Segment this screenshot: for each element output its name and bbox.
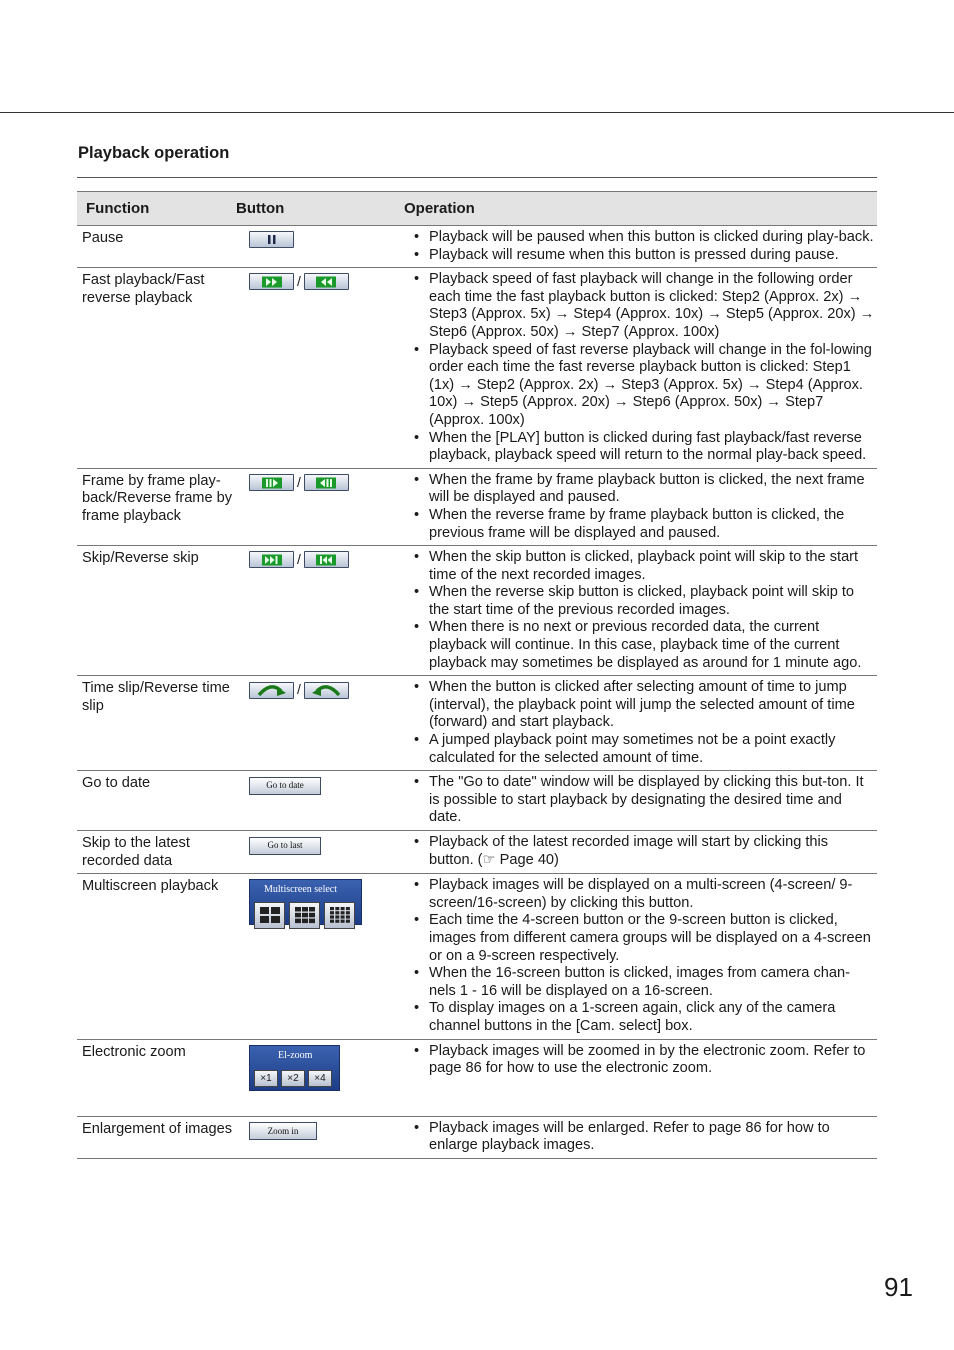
table-row [77, 771, 877, 831]
reverse-frame-playback-button[interactable] [304, 474, 349, 491]
function-cell: Skip to the latest recorded data [82, 835, 190, 869]
grid-4-icon [259, 906, 281, 924]
panel-title: Multiscreen select [264, 884, 338, 896]
list-item: • Playback will resume when this button is pressed during pause. [409, 247, 875, 265]
list-item: • Playback will be paused when this button is clicked during play-back. [409, 229, 875, 247]
operation-cell [409, 226, 877, 267]
pause-icon [262, 234, 282, 245]
operation-cell [409, 469, 877, 545]
fast-playback-button[interactable] [249, 273, 294, 290]
frame-reverse-icon [315, 477, 337, 489]
section-title: Playback operation [78, 144, 230, 162]
time-slip-button[interactable] [249, 682, 294, 699]
function-cell: Fast playback/Fast reverse playback [82, 272, 205, 306]
top-rule [0, 112, 954, 113]
pause-button[interactable] [249, 231, 294, 248]
list-item: • Each time the 4-screen button or the 9-screen button is clicked, images from different camera groups will be displayed on a 4-screen or on a 9-screen respectively. [409, 912, 875, 965]
button-cell [249, 874, 409, 1038]
list-item: • Playback speed of fast reverse playback will change in the fol-lowing order each time the fast reverse playback button is clicked: Step1 (1x) → Step2 (Approx. 2x) → Step3 (Approx. 5x) → Step4 (Approx. 10x) → Step5 (Approx. 20x) → Step6 (Approx. 50x) → Step7 (Approx. 100x) [409, 342, 875, 430]
function-cell: Pause [82, 230, 124, 246]
fast-forward-icon [261, 276, 283, 288]
skip-back-icon [315, 554, 337, 566]
panel-title: El-zoom [278, 1049, 313, 1061]
time-slip-reverse-icon [309, 683, 343, 697]
zoom-x2-button[interactable]: ×2 [281, 1070, 305, 1087]
list-item: • Playback images will be zoomed in by the electronic zoom. Refer to page 86 for how to use the electronic zoom. [409, 1043, 875, 1078]
frame-forward-icon [261, 477, 283, 489]
page-number: 91 [884, 1272, 913, 1302]
list-item: • Playback images will be enlarged. Refer to page 86 for how to enlarge playback images. [409, 1120, 875, 1155]
16-screen-button[interactable] [324, 902, 355, 929]
multiscreen-select-panel [249, 879, 362, 925]
table-row [77, 226, 877, 268]
table-row [77, 676, 877, 771]
operation-cell [409, 831, 877, 873]
list-item: • Playback of the latest recorded image will start by clicking this button. (☞ Page 40) [409, 834, 875, 869]
list-item: • When the 16-screen button is clicked, images from camera chan-nels 1 - 16 will be displayed on a 16-screen. [409, 965, 875, 1000]
list-item: • When the [PLAY] button is clicked during fast playback/fast reverse playback, playback speed will return to the normal play-back speed. [409, 430, 875, 465]
list-item: • When the reverse skip button is clicked, playback point will skip to the start time of the previous recorded images. [409, 584, 875, 619]
frame-playback-button[interactable] [249, 474, 294, 491]
list-item: • To display images on a 1-screen again, click any of the camera channel buttons in the [Cam. select] box. [409, 1000, 875, 1035]
list-item: • The "Go to date" window will be displayed by clicking this but-ton. It is possible to start playback by designating the desired time and date. [409, 774, 875, 827]
button-cell [249, 771, 409, 830]
list-item: • When the frame by frame playback button is clicked, the next frame will be displayed and paused. [409, 472, 875, 507]
operation-cell [409, 676, 877, 770]
list-item: • Playback images will be displayed on a multi-screen (4-screen/ 9-screen/16-screen) by clicking this button. [409, 877, 875, 912]
function-cell: Electronic zoom [82, 1043, 186, 1060]
function-cell: Go to date [82, 775, 151, 792]
operation-cell [409, 1040, 877, 1116]
playback-operation-table [77, 177, 877, 1159]
table-header [77, 191, 877, 226]
operation-cell [409, 874, 877, 1038]
list-item: • When the button is clicked after selecting amount of time to jump (interval), the playback point will jump the selected amount of time (forward) and start playback. [409, 679, 875, 732]
button-cell [249, 1040, 409, 1116]
table-row [77, 831, 877, 874]
4-screen-button[interactable] [254, 902, 285, 929]
list-item: • When there is no next or previous recorded data, the current playback will continue. In this case, playback time of the current playback may sometimes be displayed as around for 1 minute ago. [409, 619, 875, 672]
button-cell: / [249, 268, 409, 468]
function-cell: Enlargement of images [82, 1120, 233, 1137]
9-screen-button[interactable] [289, 902, 320, 929]
zoom-x1-button[interactable]: ×1 [254, 1070, 278, 1087]
operation-cell [409, 546, 877, 675]
grid-16-icon [329, 906, 351, 924]
list-item: • A jumped playback point may sometimes not be a point exactly calculated for the selected amount of time. [409, 732, 875, 767]
button-cell: / [249, 469, 409, 545]
el-zoom-panel [249, 1045, 340, 1091]
go-to-last-button[interactable]: Go to last [249, 837, 321, 855]
table-row [77, 469, 877, 546]
list-item: • When the skip button is clicked, playback point will skip to the start time of the next recorded images. [409, 549, 875, 584]
operation-cell [409, 268, 877, 468]
operation-cell [409, 1117, 877, 1158]
skip-button[interactable] [249, 551, 294, 568]
fast-reverse-playback-button[interactable] [304, 273, 349, 290]
zoom-x4-button[interactable]: ×4 [308, 1070, 332, 1087]
function-cell: Skip/Reverse skip [82, 550, 199, 567]
table-row [77, 268, 877, 469]
table-row [77, 1117, 877, 1159]
button-cell: / [249, 546, 409, 675]
header-function: Function [86, 200, 150, 217]
button-cell: / [249, 676, 409, 770]
skip-forward-icon [261, 554, 283, 566]
table-row [77, 546, 877, 676]
reverse-skip-button[interactable] [304, 551, 349, 568]
button-cell [249, 1117, 409, 1158]
header-operation: Operation [404, 200, 475, 217]
time-slip-forward-icon [255, 683, 289, 697]
go-to-date-button[interactable]: Go to date [249, 777, 321, 795]
list-item: • When the reverse frame by frame playback button is clicked, the previous frame will be displayed and paused. [409, 507, 875, 542]
function-cell: Multiscreen playback [82, 878, 219, 895]
table-row [77, 1040, 877, 1117]
operation-cell [409, 771, 877, 830]
header-button: Button [236, 200, 285, 217]
button-cell [249, 831, 409, 873]
fast-reverse-icon [315, 276, 337, 288]
list-item: • Playback speed of fast playback will change in the following order each time the fast playback button is clicked: Step2 (Approx. 2x) → Step3 (Approx. 5x) → Step4 (Approx. 10x) → Step5 (Approx. 20x) → Step6 (Approx. 50x) → Step7 (Approx. 100x) [409, 271, 875, 341]
function-cell: Frame by frame play-back/Reverse frame by frame playback [82, 472, 233, 524]
reverse-time-slip-button[interactable] [304, 682, 349, 699]
zoom-in-button[interactable]: Zoom in [249, 1122, 317, 1140]
table-row [77, 874, 877, 1039]
grid-9-icon [294, 906, 316, 924]
button-cell [249, 226, 409, 267]
function-cell: Time slip/Reverse time slip [82, 680, 230, 714]
